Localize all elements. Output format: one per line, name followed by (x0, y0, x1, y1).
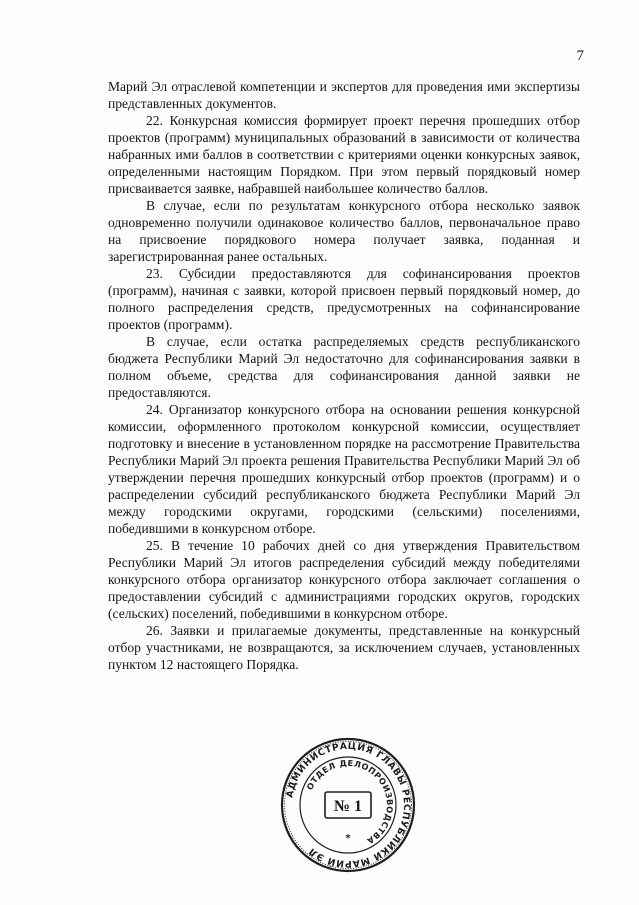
page-number: 7 (576, 48, 584, 64)
official-stamp (280, 737, 416, 873)
stamp-seal-graphic (280, 737, 416, 873)
stamp-outer-text: АДМИНИСТРАЦИЯ ГЛАВЫ РЕСПУБЛИКИ МАРИЙ ЭЛ (284, 740, 413, 870)
document-body (108, 78, 580, 673)
stamp-number: № 1 (333, 798, 363, 815)
paragraph-clause-26: 26. Заявки и прилагаемые документы, представленные на конкурсный отбор участниками, не возвращаются, за исключением случаев, установленных пунктом 12 настоящего Порядка. (108, 623, 580, 672)
paragraph-clause-22-equal-scores: В случае, если по результатам конкурсного отбора несколько заявок одновременно получили одинаковое количество баллов, первоначальное право на присвоение порядкового номера получает заявка, поданная и зарегистрированная ранее остальных. (108, 198, 580, 264)
paragraph-continuation: Марий Эл отраслевой компетенции и экспертов для проведения ими экспертизы представленных документов. (108, 79, 580, 111)
stamp-star: * (345, 833, 351, 844)
paragraph-clause-22: 22. Конкурсная комиссия формирует проект перечня прошедших отбор проектов (программ) муниципальных образований в зависимости от количества набранных ими баллов в соответствии с критериями оценки конкурсных заявок, определенными настоящим Порядком. При этом первый порядковый номер присваивается заявке, набравшей наибольшее количество баллов. (108, 113, 580, 196)
stamp-inner-text: ОТДЕЛ ДЕЛОПРОИЗВОДСТВА (304, 757, 396, 847)
paragraph-clause-25: 25. В течение 10 рабочих дней со дня утверждения Правительством Республики Марий Эл итогов распределения субсидий между победителями конкурсного отбора организатор конкурсного отбора заключает соглашения о предоставлении субсидий с администрациями городских округов, городских (сельских) поселений, победившими в конкурсном отборе. (108, 538, 580, 621)
paragraph-clause-23: 23. Субсидии предоставляются для софинансирования проектов (программ), начиная с заявки, которой присвоен первый порядковый номер, до полного распределения средств, предусмотренных на софинансирование проектов (программ). (108, 266, 580, 332)
paragraph-clause-24: 24. Организатор конкурсного отбора на основании решения конкурсной комиссии, оформленного протоколом конкурсной комиссии, осуществляет подготовку и внесение в установленном порядке на рассмотрение Правительства Республики Марий Эл проекта решения Правительства Республики Марий Эл об утверждении перечня прошедших конкурсный отбор проектов (программ) и о распределении субсидий республиканского бюджета Республики Марий Эл между городскими округами, городскими (сельскими) поселениями, победившими в конкурсном отборе. (108, 402, 580, 536)
paragraph-clause-23-insufficient-funds: В случае, если остатка распределяемых средств республиканского бюджета Республики Марий Эл недостаточно для софинансирования заявки в полном объеме, средства для софинансирования данной заявки не предоставляются. (108, 334, 580, 400)
